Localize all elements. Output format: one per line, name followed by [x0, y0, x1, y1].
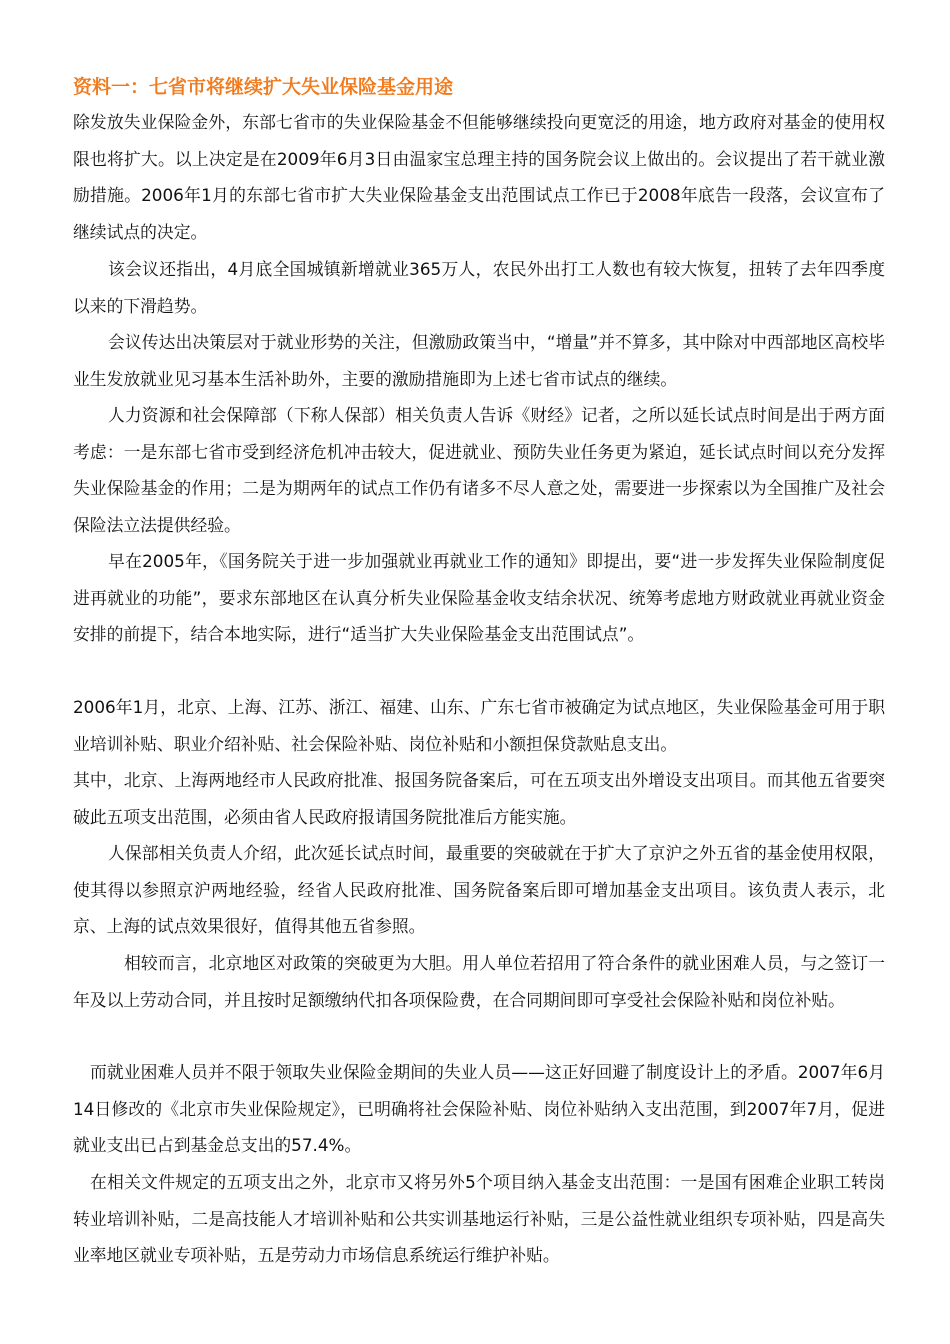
paragraph-6: 2006年1月，北京、上海、江苏、浙江、福建、山东、广东七省市被确定为试点地区，失业保险基金可用于职业培训补贴、职业介绍补贴、社会保险补贴、岗位补贴和小额担保贷款贴息支出。 [73, 697, 885, 754]
paragraph-2: 该会议还指出，4月底全国城镇新增就业365万人，农民外出打工人数也有较大恢复，扭转了去年四季度以来的下滑趋势。 [73, 259, 885, 316]
paragraph-3: 会议传达出决策层对于就业形势的关注，但激励政策当中，“增量”并不算多，其中除对中西部地区高校毕业生发放就业见习基本生活补助外，主要的激励措施即为上述七省市试点的继续。 [73, 332, 885, 389]
paragraph-11: 在相关文件规定的五项支出之外，北京市又将另外5个项目纳入基金支出范围：一是国有困难企业职工转岗转业培训补贴，二是高技能人才培训补贴和公共实训基地运行补贴，三是公益性就业组织专项补贴，四是高失业率地区就业专项补贴，五是劳动力市场信息系统运行维护补贴。 [73, 1172, 885, 1265]
paragraph-9: 相较而言，北京地区对政策的突破更为大胆。用人单位若招用了符合条件的就业困难人员，与之签订一年及以上劳动合同，并且按时足额缴纳代扣各项保险费，在合同期间即可享受社会保险补贴和岗位补贴。 [73, 953, 885, 1010]
document-title: 资料一：七省市将继续扩大失业保险基金用途 [73, 76, 454, 98]
paragraph-7: 其中，北京、上海两地经市人民政府批准、报国务院备案后，可在五项支出外增设支出项目。而其他五省要突破此五项支出范围，必须由省人民政府报请国务院批准后方能实施。 [73, 770, 885, 827]
paragraph-5: 早在2005年，《国务院关于进一步加强就业再就业工作的通知》即提出，要“进一步发挥失业保险制度促进再就业的功能”，要求东部地区在认真分析失业保险基金收支结余状况、统筹考虑地方财政就业再就业资金安排的前提下，结合本地实际，进行“适当扩大失业保险基金支出范围试点”。 [73, 551, 885, 644]
paragraph-4: 人力资源和社会保障部（下称人保部）相关负责人告诉《财经》记者，之所以延长试点时间是出于两方面考虑：一是东部七省市受到经济危机冲击较大，促进就业、预防失业任务更为紧迫，延长试点时间以充分发挥失业保险基金的作用；二是为期两年的试点工作仍有诸多不尽人意之处，需要进一步探索以为全国推广及社会保险法立法提供经验。 [73, 405, 885, 535]
paragraph-10: 而就业困难人员并不限于领取失业保险金期间的失业人员——这正好回避了制度设计上的矛盾。2007年6月14日修改的《北京市失业保险规定》，已明确将社会保险补贴、岗位补贴纳入支出范围，到2007年7月，促进就业支出已占到基金总支出的57.4%。 [73, 1062, 885, 1155]
paragraph-8: 人保部相关负责人介绍，此次延长试点时间，最重要的突破就在于扩大了京沪之外五省的基金使用权限，使其得以参照京沪两地经验，经省人民政府批准、国务院备案后即可增加基金支出项目。该负责人表示，北京、上海的试点效果很好，值得其他五省参照。 [73, 843, 885, 936]
paragraph-1: 除发放失业保险金外，东部七省市的失业保险基金不但能够继续投向更宽泛的用途，地方政府对基金的使用权限也将扩大。以上决定是在2009年6月3日由温家宝总理主持的国务院会议上做出的。会议提出了若干就业激励措施。2006年1月的东部七省市扩大失业保险基金支出范围试点工作已于2008年底告一段落，会议宣布了继续试点的决定。 [73, 112, 885, 242]
